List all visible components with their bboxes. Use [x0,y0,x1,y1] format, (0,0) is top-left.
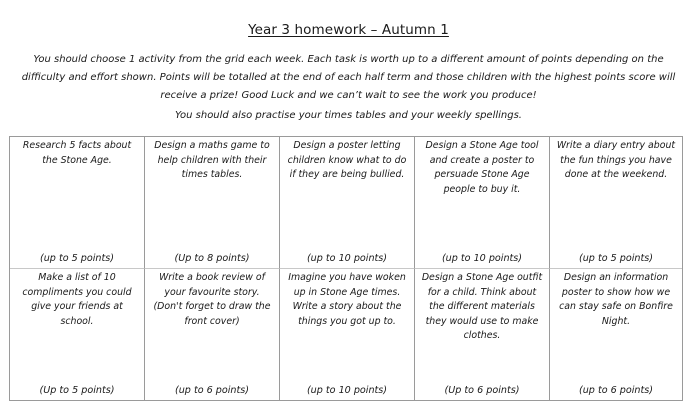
practice-note: You should also practise your times tables and your weekly spellings. [175,110,522,121]
activity-task: Research 5 facts about the Stone Age. [22,140,132,166]
activity-cell [145,137,280,269]
activity-cell [10,137,145,269]
activity-task: Design a poster letting children know what to do if they are being bullied. [287,140,407,180]
activity-cell [10,269,145,400]
activity-points: (up to 6 points) [174,385,249,396]
activity-cell [145,269,280,400]
activity-task: Design a Stone Age tool and create a poster to persuade Stone Age people to buy it. [425,140,539,195]
activity-points: (up to 10 points) [306,253,388,264]
activity-points: (up to 6 points) [578,385,653,396]
activity-task: Write a diary entry about the fun things you have done at the weekend. [556,140,676,180]
activity-cell [550,269,682,400]
activity-points: (Up to 8 points) [174,253,250,264]
activity-task: Imagine you have woken up in Stone Age times. Write a story about the things you got up to. [288,272,406,327]
activity-task: Design a Stone Age outfit for a child. Think about the different materials they would use to make clothes. [421,272,543,341]
activity-task: Make a list of 10 compliments you could give your friends at school. [22,272,132,327]
activity-points: (up to 5 points) [578,253,653,264]
activity-cell [550,137,682,269]
instructions-paragraph: You should choose 1 activity from the grid each week. Each task is worth up to a different amount of points depending on the difficulty and effort shown. Points will be totalled at the end of each half term and those children with the highest points score will receive a prize! Good Luck and we can’t wait to see the work you produce! [21,54,676,101]
page-title: Year 3 homework – Autumn 1 [248,22,449,38]
activity-cell [415,269,550,400]
activity-points: (Up to 6 points) [444,385,520,396]
activity-points: (up to 10 points) [306,385,388,396]
activity-cell [280,269,415,400]
activity-points: (Up to 5 points) [39,385,115,396]
activity-cell [280,137,415,269]
activity-cell [415,137,550,269]
activity-task: Design a maths game to help children with their times tables. [154,140,270,180]
activity-points: (up to 5 points) [39,253,114,264]
activity-grid [9,136,683,401]
activity-points: (up to 10 points) [441,253,523,264]
activity-task: Design an information poster to show how we can stay safe on Bonfire Night. [559,272,673,327]
activity-task: Write a book review of your favourite story. (Don't forget to draw the front cover) [153,272,271,327]
